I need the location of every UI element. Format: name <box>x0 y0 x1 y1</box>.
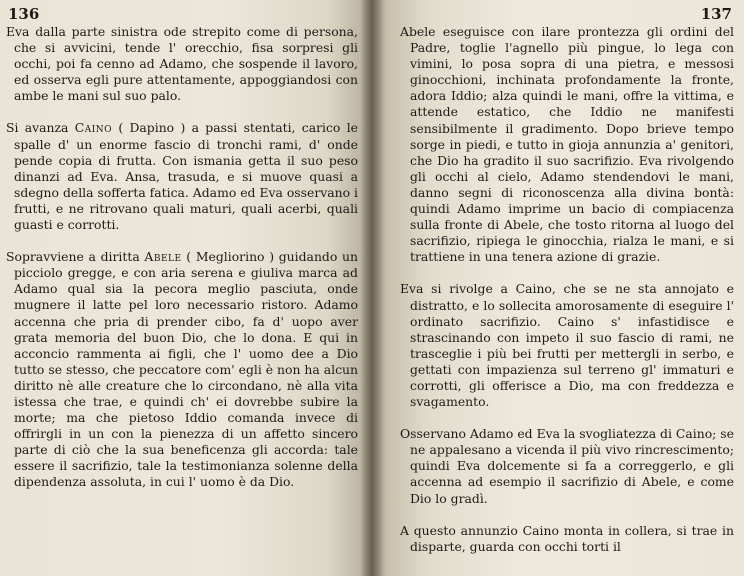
page-number-left: 136 <box>8 5 40 23</box>
text-segment: Sopravviene a diritta <box>6 249 145 265</box>
page-number-right: 137 <box>700 5 732 23</box>
paragraph-eva-caino: Eva si rivolge a Caino, che se ne sta annojato e distratto, e lo sollecita amorosamente di eseguire l' ordinato sacrifizio. Caino s' infastidisce e strascinando con impeto il suo fascio di rami, ne trasceglie i più bei frutti per mettergli in serbo, e gettati con impazienza sul terreno gl' immaturi e corrotti, gli offerisce a Dio, ma con freddezza e svagamento. <box>400 281 734 410</box>
paragraph-eva-hears: Eva dalla parte sinistra ode strepito come di persona, che si avvicini, tende l' orecchio, fisa sorpresi gli occhi, poi fa cenno ad Adamo, che sospende il lavoro, ed osserva egli pure attentamente, appoggiandosi con ambe le mani sul suo palo. <box>6 24 358 104</box>
text-segment: Si avanza <box>6 120 75 136</box>
text-segment: ( Dapino ) a passi stentati, carico le spalle d' un enorme fascio di tronchi rami, d' onde pende copia di frutta. Con ismania getta il suo peso dinanzi ad Eva. Ansa, trasuda, e si muove quasi a sdegno della sofferta fatica. Adamo ed Eva osservano i frutti, e ne ritrovano quali maturi, quali acerbi, quali guasti e corrotti. <box>14 120 358 233</box>
character-name-caino: Caino <box>74 120 113 136</box>
text-segment: ( Megliorino ) guidando un picciolo gregge, e con aria serena e giuliva marca ad Adamo qual sia la pecora meglio pasciuta, onde mugnere il latte pel loro necessario ristoro. Adamo accenna che pria di prender cibo, fa d' uopo aver grata memoria del buon Dio, che lo dona. E qui in acconcio rammenta ai figli, che l' uomo dee a Dio tutto se stesso, che peccatore com' egli è non ha alcun diritto nè alle creature che lo circondano, nè alla vita istessa che trae, e quindi ch' ei dovrebbe subire la morte; ma che pietoso Iddio comanda invece di offrirgli in un con la pienezza di un affetto sincero parte di ciò che la sua beneficenza gli accorda: tale essere il sacrifizio, tale la testimonianza solenne della dipendenza assoluta, in cui l' uomo è da Dio. <box>14 249 358 490</box>
paragraph-abele-arrives <box>6 249 358 490</box>
paragraph-abele-sacrifice: Abele eseguisce con ilare prontezza gli ordini del Padre, toglie l'agnello più pingue, lo lega con vimini, lo posa sopra di una pietra, e messosi ginocchioni, inchinata profondamente la fronte, adora Iddio; alza quindi le mani, offre la vittima, e attende estatico, che Iddio ne manifesti sensibilmente il gradimento. Dopo brieve tempo sorge in piedi, e tutto in gioja annunzia a' genitori, che Dio ha gradito il suo sacrifizio. Eva rivolgendo gli occhi al cielo, Adamo stendendovi le mani, danno segni di riconoscenza alla divina bontà: quindi Adamo imprime un bacio di compiacenza sulla fronte di Abele, che tosto ritorna al luogo del sacrifizio, ripiega le ginocchia, rialza le mani, e si trattiene in una tenera azione di grazie. <box>400 24 734 265</box>
paragraph-adamo-eva-observe: Osservano Adamo ed Eva la svogliatezza di Caino; se ne appalesano a vicenda il più vivo rincrescimento; quindi Eva dolcemente si fa a correggerlo, e gli accenna ad esempio il sacrifizio di Abele, e come Dio lo gradì. <box>400 426 734 506</box>
paragraph-caino-arrives <box>6 120 358 233</box>
paragraph-caino-anger: A questo annunzio Caino monta in collera, si trae in disparte, guarda con occhi torti il <box>400 522 734 554</box>
right-page <box>372 0 744 576</box>
character-name-abele: Abele <box>144 249 182 265</box>
